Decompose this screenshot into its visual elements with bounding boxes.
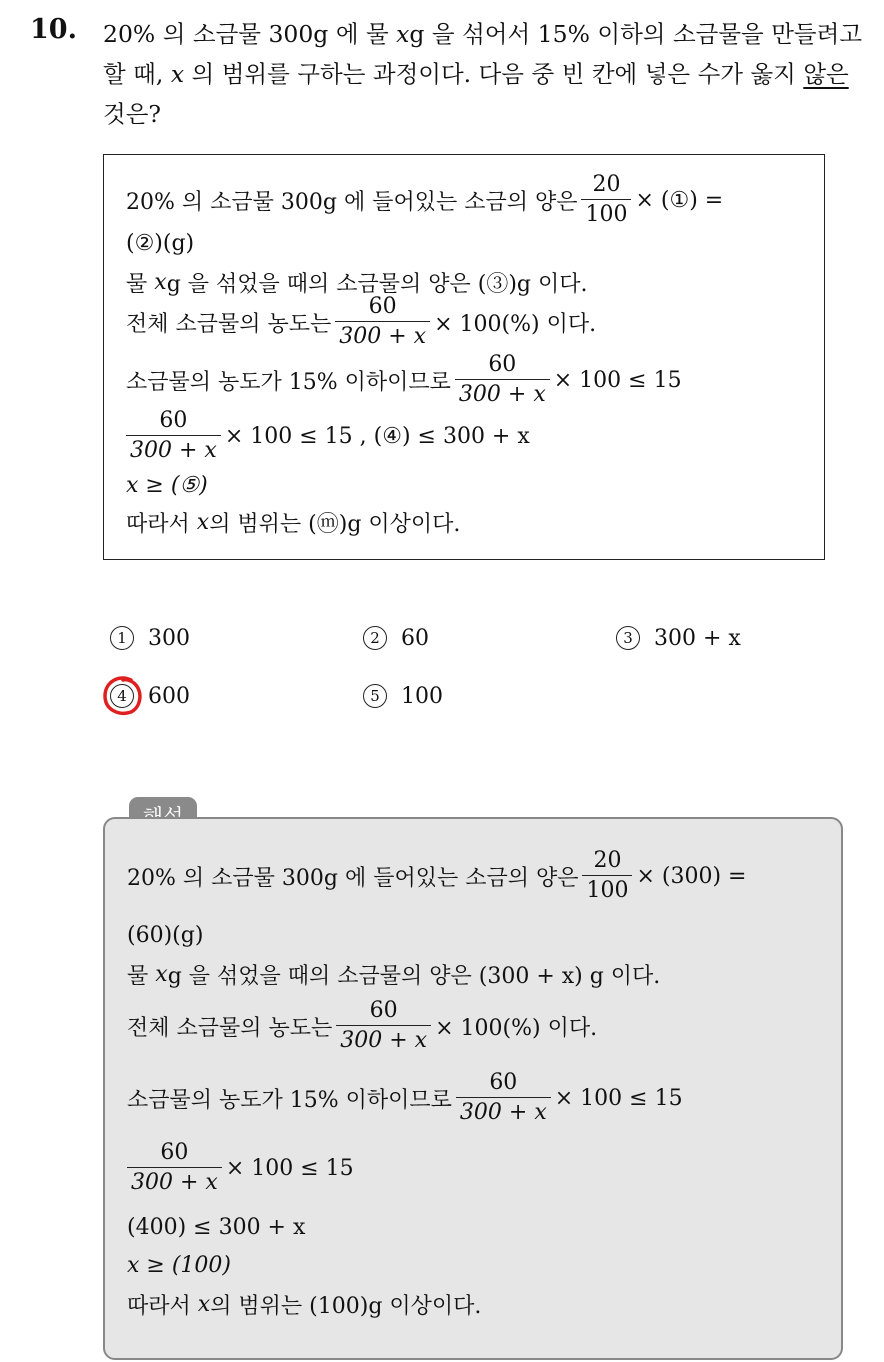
solution-box xyxy=(103,817,843,1360)
solution-line-2: (60)(g) xyxy=(127,923,204,948)
choice-marker: 5 xyxy=(363,684,387,708)
choice-1[interactable]: 1 300 xyxy=(110,626,190,651)
box-line-7: x ≥ (⑤) xyxy=(126,473,208,498)
box-line-6: $\frac{60}{300 + x}$ × 100 ≤ 15 , (④) ≤ 300 + x xyxy=(126,409,530,463)
box-line-5: 소금물의 농도가 15% 이하이므로 $\frac{60}{300 + x}$ × 100 ≤ 15 xyxy=(126,352,682,408)
solution-line-7: (400) ≤ 300 + x xyxy=(127,1215,306,1240)
box-line-4: 전체 소금물의 농도는 $\frac{60}{300 + x}$ × 100(%) 이다. xyxy=(126,294,597,350)
choice-marker: 1 xyxy=(110,626,134,650)
choice-marker: 4 xyxy=(110,684,134,708)
solution-line-9: 따라서 x 의 범위는 (100)g 이상이다. xyxy=(127,1292,482,1319)
fraction: $\frac{60}{300 + x}$ xyxy=(456,1071,551,1125)
fraction: $\frac{60}{300 + x}$ xyxy=(335,295,430,349)
choice-2[interactable]: 2 60 xyxy=(363,626,429,651)
solution-line-8: x ≥ (100) xyxy=(127,1253,231,1278)
fraction: $\frac{20}{100}$ xyxy=(581,173,631,227)
solution-line-5: 소금물의 농도가 15% 이하이므로 $\frac{60}{300 + x}$ × 100 ≤ 15 xyxy=(127,1070,683,1126)
fraction: $\frac{60}{300 + x}$ xyxy=(127,1141,222,1195)
choice-marker: 2 xyxy=(363,626,387,650)
choice-4[interactable]: 4 600 xyxy=(110,684,190,709)
box-line-2: (②)(g) xyxy=(126,231,195,256)
choice-3[interactable]: 3 300 + x xyxy=(616,626,741,651)
solution-line-6: $\frac{60}{300 + x}$ × 100 ≤ 15 xyxy=(127,1141,354,1195)
answer-circle-mark xyxy=(101,674,143,718)
solution-line-3: 물 x g 을 섞었을 때의 소금물의 양은 (300 + x) g 이다. xyxy=(127,962,661,989)
fraction: $\frac{60}{300 + x}$ xyxy=(336,999,431,1053)
box-line-8: 따라서 x 의 범위는 (ⓜ)g 이상이다. xyxy=(126,510,461,537)
fraction: $\frac{60}{300 + x}$ xyxy=(126,409,221,463)
box-line-1: 20% 의 소금물 300g 에 들어있는 소금의 양은 $\frac{20}{100}$ × (①) = xyxy=(126,172,724,228)
solution-line-4: 전체 소금물의 농도는 $\frac{60}{300 + x}$ × 100(%) 이다. xyxy=(127,998,598,1054)
fraction: $\frac{60}{300 + x}$ xyxy=(455,353,550,407)
question-number: 10. xyxy=(30,14,77,45)
choice-5[interactable]: 5 100 xyxy=(363,684,443,709)
solution-line-1: 20% 의 소금물 300g 에 들어있는 소금의 양은 $\frac{20}{100}$ × (300) = xyxy=(127,848,747,904)
fraction: $\frac{20}{100}$ xyxy=(582,849,632,903)
problem-box xyxy=(103,154,825,560)
question-text: 20% 의 소금물 300g 에 물 xg 을 섞어서 15% 이하의 소금물을 만들려고 할 때, x 의 범위를 구하는 과정이다. 다음 중 빈 칸에 넣은 수가 옳지 않은 것은? xyxy=(103,20,863,128)
underlined-word: 않은 xyxy=(803,60,849,88)
box-line-3: 물 x g 을 섞었을 때의 소금물의 양은 (③)g 이다. xyxy=(126,270,588,297)
choice-marker: 3 xyxy=(616,626,640,650)
